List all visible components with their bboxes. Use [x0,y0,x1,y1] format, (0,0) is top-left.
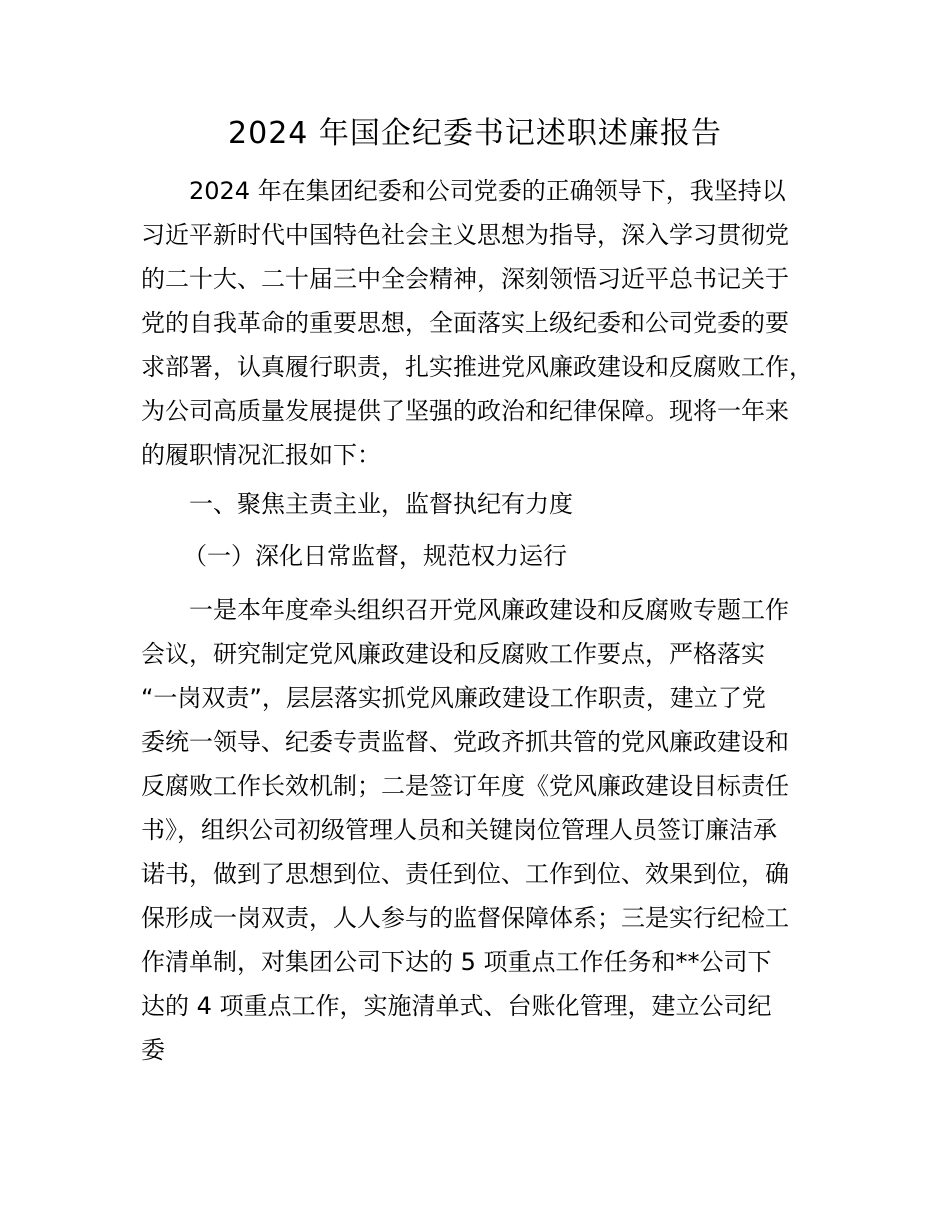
paragraph-line: 书》，组织公司初级管理人员和关键岗位管理人员签订廉洁承 [141,816,777,844]
paragraph-line: 2024 年在集团纪委和公司党委的正确领导下，我坚持以 [189,177,786,205]
paragraph-line: 求部署，认真履行职责，扎实推进党风廉政建设和反腐败工作， [141,353,813,381]
document-title: 2024 年国企纪委书记述职述廉报告 [228,116,722,151]
paragraph-line: 委统一领导、纪委专责监督、党政齐抓共管的党风廉政建设和 [141,728,789,756]
paragraph-line: 习近平新时代中国特色社会主义思想为指导，深入学习贯彻党 [141,221,789,249]
paragraph-line: 的二十大、二十届三中全会精神，深刻领悟习近平总书记关于 [141,265,789,293]
paragraph-line: 作清单制，对集团公司下达的 5 项重点工作任务和**公司下 [141,948,772,976]
paragraph-line: 党的自我革命的重要思想，全面落实上级纪委和公司党委的要 [141,309,789,337]
paragraph-line: 委 [141,1036,165,1064]
section-heading: 一、聚焦主责主业，监督执纪有力度 [189,490,573,518]
paragraph-line: 为公司高质量发展提供了坚强的政治和纪律保障。现将一年来 [141,397,789,425]
paragraph-line: 的履职情况汇报如下： [141,441,381,469]
paragraph-line: 一是本年度牵头组织召开党风廉政建设和反腐败专题工作 [189,596,789,624]
paragraph-line: 会议，研究制定党风廉政建设和反腐败工作要点，严格落实 [141,640,765,668]
paragraph-line: 保形成一岗双责，人人参与的监督保障体系；三是实行纪检工 [141,904,789,932]
paragraph-line: 达的 4 项重点工作，实施清单式、台账化管理，建立公司纪 [141,992,772,1020]
paragraph-line: “一岗双责”，层层落实抓党风廉政建设工作职责，建立了党 [141,684,766,712]
subsection-heading: （一）深化日常监督，规范权力运行 [183,542,567,570]
paragraph-line: 反腐败工作长效机制；二是签订年度《党风廉政建设目标责任 [141,772,789,800]
paragraph-line: 诺书，做到了思想到位、责任到位、工作到位、效果到位，确 [141,860,789,888]
